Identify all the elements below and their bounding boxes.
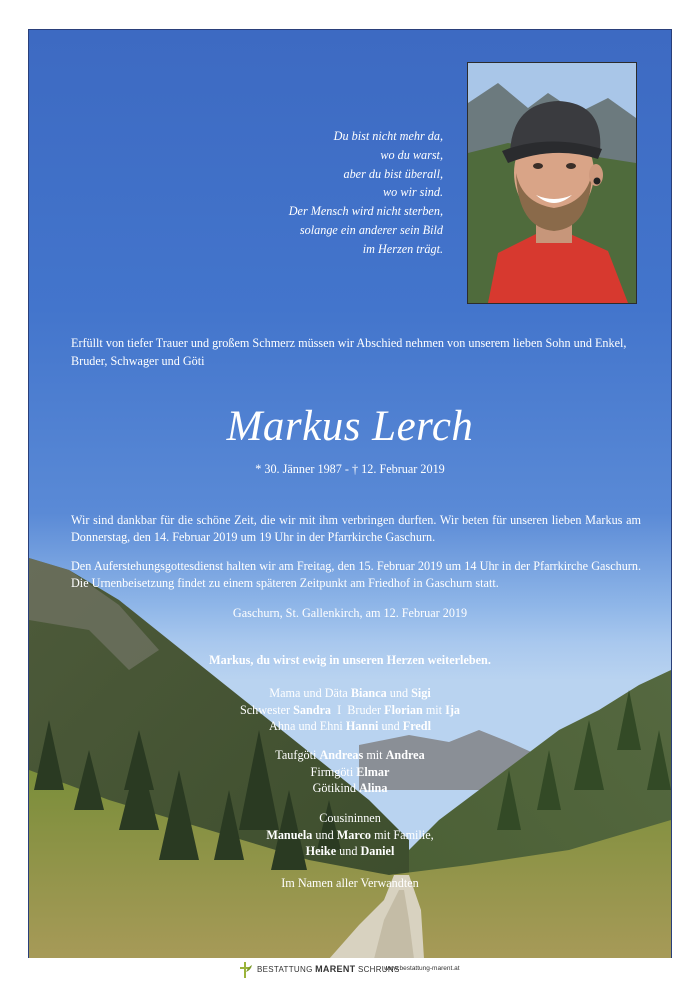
motto-poem: [183, 127, 443, 259]
mourners-godparents: [29, 747, 671, 797]
mourner-relation: Firmgöti: [310, 764, 357, 779]
mourner-godparents: [29, 747, 671, 764]
motto-line: solange ein anderer sein Bild: [299, 222, 443, 237]
portrait-image: [468, 63, 636, 303]
mourner-name: Sigi: [411, 686, 431, 700]
mourner-name: Heike: [305, 844, 337, 858]
intro-text: Erfüllt von tiefer Trauer und großem Schmerz müssen wir Abschied nehmen von unserem lieben Sohn und Enkel, Bruder, Schwager und Göti: [71, 336, 627, 368]
mourner-relation: Schwester: [239, 702, 294, 717]
mourner-name: Manuela: [266, 827, 313, 842]
mourner-name: Andreas: [319, 748, 364, 762]
mourner-parents: [29, 685, 671, 702]
connector-text: mit: [422, 702, 446, 717]
mourner-godchild: [29, 780, 671, 797]
mourner-name: Daniel: [360, 844, 395, 858]
mourner-firm: [29, 764, 671, 781]
brand-suffix: SCHRUNS: [355, 965, 400, 974]
life-dates: * 30. Jänner 1987 - † 12. Februar 2019: [255, 462, 445, 476]
mourner-name: Bianca: [350, 686, 387, 700]
closing-line: Markus, du wirst ewig in unseren Herzen weiterleben.: [209, 653, 491, 667]
mourner-name: Ija: [445, 702, 461, 717]
funeral-home-brand: [257, 964, 400, 974]
motto-line: Du bist nicht mehr da,: [333, 129, 443, 143]
motto-line: Der Mensch wird nicht sterben,: [288, 204, 443, 219]
mourner-name: Elmar: [356, 764, 390, 779]
mourners-cousins: [29, 810, 671, 860]
place-date: Gaschurn, St. Gallenkirch, am 12. Februar 2019: [232, 606, 468, 620]
motto-line: im Herzen trägt.: [362, 241, 443, 256]
prayer-paragraph: Wir sind dankbar für die schöne Zeit, die wir mit ihm verbringen durften. Wir beten für unseren lieben Markus am Donnerstag, den 14. Februar 2019 um 19 Uhr in der Pfarrkirche Gaschurn.: [71, 513, 641, 545]
motto-line: aber du bist überall,: [343, 166, 443, 181]
mourner-relation: Götikind: [312, 781, 359, 795]
portrait-photo: [467, 62, 637, 304]
connector-text: und: [312, 827, 337, 842]
obituary-card: [28, 29, 672, 960]
mourner-siblings: [29, 702, 671, 719]
mourner-name: Florian: [384, 702, 423, 717]
mourner-relation: Mama und Däta: [269, 686, 351, 700]
connector-text: und: [336, 844, 361, 858]
mourner-cousins: [29, 843, 671, 860]
cross-leaf-icon: [237, 960, 253, 980]
mourner-cousins: [29, 827, 671, 844]
brand-prefix: BESTATTUNG: [257, 965, 316, 974]
cousins-label: Cousininnen: [319, 811, 381, 825]
mourner-name: Marco: [336, 827, 372, 842]
connector-text: mit Familie,: [371, 827, 434, 842]
connector-text: und: [378, 719, 403, 733]
connector-text: I Bruder: [331, 702, 385, 717]
mourner-name: Alina: [358, 781, 388, 795]
mourner-relation: Taufgöti: [275, 748, 320, 762]
mourner-name: Andrea: [385, 748, 425, 762]
footer: [0, 958, 700, 990]
website-link[interactable]: www.bestattung-marent.at: [384, 965, 460, 972]
mourner-grandparents: [29, 718, 671, 735]
deceased-name: Markus Lerch: [226, 403, 474, 450]
mourner-name: Sandra: [293, 702, 332, 717]
mourner-name: Hanni: [345, 719, 379, 733]
mourners-family: [29, 685, 671, 735]
mourner-relation: Ahna und Ehni: [269, 719, 346, 733]
connector-text: und: [386, 686, 412, 700]
all-relatives-line: Im Namen aller Verwandten: [281, 876, 419, 890]
motto-line: wo du warst,: [380, 147, 443, 162]
funeral-paragraph: Den Auferstehungsgottesdienst halten wir am Freitag, den 15. Februar 2019 um 14 Uhr in der Pfarrkirche Gaschurn. Die Urnenbeisetzung findet zu einem späteren Zeitpunkt am Friedhof in Gaschurn statt.: [71, 559, 641, 591]
brand-name: MARENT: [315, 964, 356, 974]
connector-text: mit: [363, 748, 386, 762]
mourner-name: Fredl: [402, 719, 431, 733]
motto-line: wo wir sind.: [383, 185, 443, 200]
